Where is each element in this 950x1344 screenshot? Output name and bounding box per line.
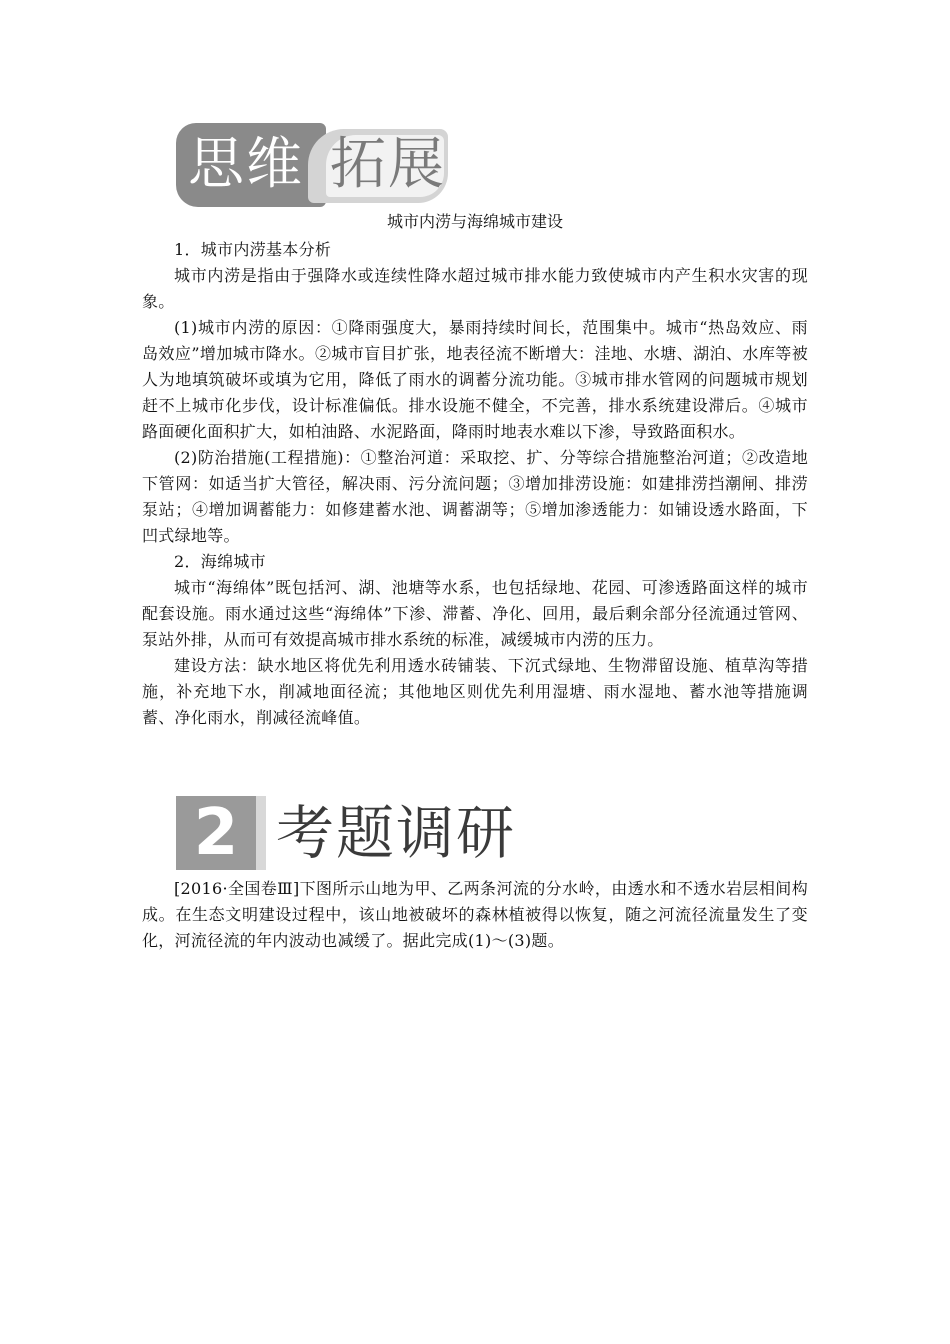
section-subtitle: 城市内涝与海绵城市建设 xyxy=(386,212,563,231)
section2-definition: 城市“海绵体”既包括河、湖、池塘等水系，也包括绿地、花园、可渗透路面这样的城市配套设施。雨水通过这些“海绵体”下渗、滞蓄、净化、回用，最后剩余部分径流通过管网、泵站外排，从而可有效提高城市排水系统的标准，减缓城市内涝的压力。 xyxy=(142,578,808,649)
section1-causes: (1)城市内涝的原因：①降雨强度大，暴雨持续时间长，范围集中。城市“热岛效应、雨岛效应”增加城市降水。②城市盲目扩张，地表径流不断增大：洼地、水塘、湖泊、水库等被人为地填筑破坏或填为它用，降低了雨水的调蓄分流功能。③城市排水管网的问题城市规划赶不上城市化步伐，设计标准偏低。排水设施不健全，不完善，排水系统建设滞后。④城市路面硬化面积扩大，如柏油路、水泥路面，降雨时地表水难以下渗，导致路面积水。 xyxy=(142,318,808,441)
section2-heading: 2．海绵城市 xyxy=(174,552,266,571)
question-block xyxy=(142,876,808,954)
section1-intro: 城市内涝是指由于强降水或连续性降水超过城市排水能力致使城市内产生积水灾害的现象。 xyxy=(142,266,808,311)
banner-label: 考题调研 xyxy=(276,799,517,867)
section2-methods: 建设方法：缺水地区将优先利用透水砖铺装、下沉式绿地、生物滞留设施、植草沟等措施，补充地下水，削减地面径流；其他地区则优先利用湿塘、雨水湿地、蓄水池等措施调蓄、净化雨水，削减径流峰值。 xyxy=(142,656,808,727)
section1-heading: 1．城市内涝基本分析 xyxy=(174,240,332,259)
section1-measures: (2)防治措施(工程措施)：①整治河道：采取挖、扩、分等综合措施整治河道；②改造地下管网：如适当扩大管径，解决雨、污分流问题；③增加排涝设施：如建排涝挡潮闸、排涝泵站；④增加调蓄能力：如修建蓄水池、调蓄湖等；⑤增加渗透能力：如铺设透水路面，下凹式绿地等。 xyxy=(142,448,808,545)
exam-research-banner xyxy=(176,796,536,870)
banner-text-part2: 拓展 xyxy=(330,132,446,197)
banner-number: 2 xyxy=(193,796,239,870)
thinking-extension-banner xyxy=(176,123,448,207)
section1-block xyxy=(142,237,808,731)
banner-text-part1: 思维 xyxy=(188,132,304,197)
question-text: [2016·全国卷Ⅲ]下图所示山地为甲、乙两条河流的分水岭，由透水和不透水岩层相间构成。在生态文明建设过程中，该山地被破坏的森林植被得以恢复，随之河流径流量发生了变化，河流径流的年内波动也减缓了。据此完成(1)～(3)题。 xyxy=(142,879,808,950)
